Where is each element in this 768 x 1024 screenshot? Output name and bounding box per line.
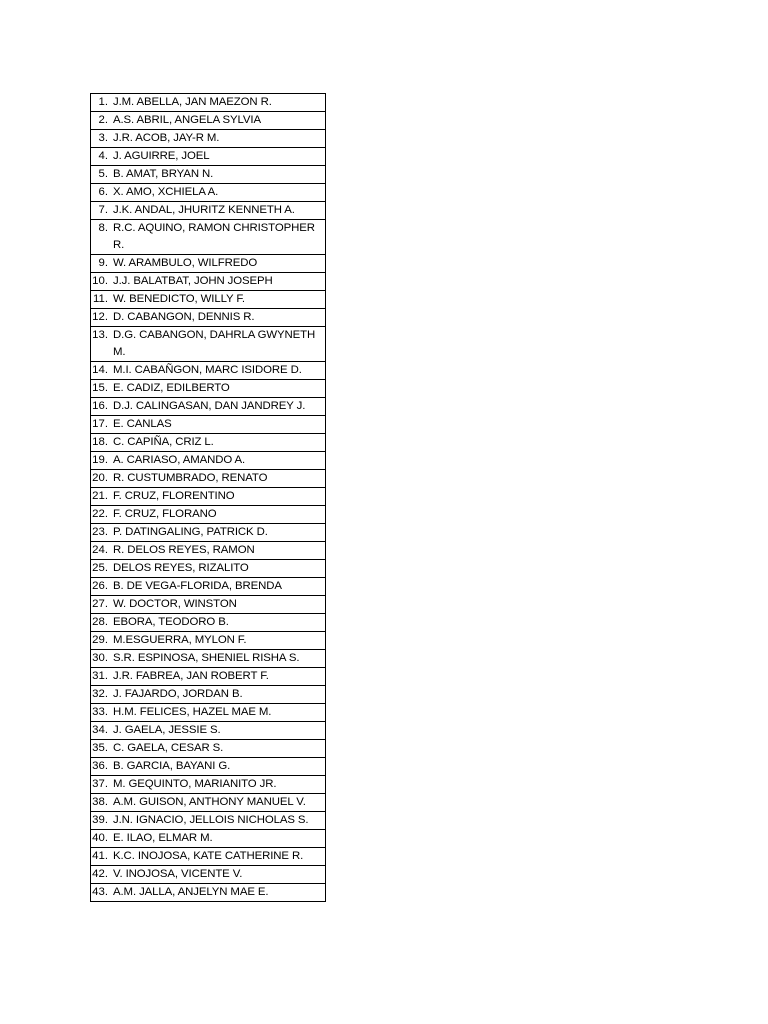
member-name: B. GARCIA, BAYANI G. (113, 760, 231, 772)
member-name: W. BENEDICTO, WILLY F. (113, 293, 245, 305)
row-number: 34. (92, 724, 108, 736)
table-row (91, 848, 326, 866)
member-name: V. INOJOSA, VICENTE V. (113, 868, 243, 880)
roster-cell (91, 470, 326, 488)
member-name: D.G. CABANGON, DAHRLA GWYNETH M. (113, 329, 316, 358)
table-row (91, 686, 326, 704)
roster-cell (91, 542, 326, 560)
row-number: 8. (98, 222, 108, 234)
member-name: J. GAELA, JESSIE S. (113, 724, 221, 736)
table-row (91, 398, 326, 416)
row-number: 37. (92, 778, 108, 790)
table-row (91, 524, 326, 542)
roster-cell (91, 130, 326, 148)
member-name: J. AGUIRRE, JOEL (113, 150, 210, 162)
roster-cell (91, 148, 326, 166)
roster-cell (91, 362, 326, 380)
table-row (91, 273, 326, 291)
table-row (91, 884, 326, 902)
table-row (91, 830, 326, 848)
table-row (91, 416, 326, 434)
row-number: 42. (92, 868, 108, 880)
member-name: P. DATINGALING, PATRICK D. (113, 526, 268, 538)
member-name: J.N. IGNACIO, JELLOIS NICHOLAS S. (113, 814, 309, 826)
row-number: 18. (92, 436, 108, 448)
member-name: J.J. BALATBAT, JOHN JOSEPH (113, 275, 273, 287)
roster-cell (91, 794, 326, 812)
roster-cell (91, 830, 326, 848)
member-name: M. GEQUINTO, MARIANITO JR. (113, 778, 277, 790)
table-row (91, 166, 326, 184)
member-name: A.S. ABRIL, ANGELA SYLVIA (113, 114, 261, 126)
row-number: 17. (92, 418, 108, 430)
member-name: E. CADIZ, EDILBERTO (113, 382, 230, 394)
row-number: 11. (93, 293, 108, 305)
member-name: E. CANLAS (113, 418, 172, 430)
roster-cell (91, 596, 326, 614)
roster-cell (91, 668, 326, 686)
roster-cell (91, 434, 326, 452)
roster-cell (91, 884, 326, 902)
member-name: EBORA, TEODORO B. (113, 616, 229, 628)
member-name: A.M. JALLA, ANJELYN MAE E. (113, 886, 269, 898)
member-name: E. ILAO, ELMAR M. (113, 832, 213, 844)
row-number: 30. (92, 652, 108, 664)
roster-cell (91, 327, 326, 362)
roster-cell (91, 488, 326, 506)
table-row (91, 148, 326, 166)
table-row (91, 434, 326, 452)
row-number: 7. (98, 204, 108, 216)
roster-cell (91, 309, 326, 327)
member-name: C. GAELA, CESAR S. (113, 742, 224, 754)
row-number: 4. (98, 150, 108, 162)
row-number: 14. (92, 364, 108, 376)
table-row (91, 130, 326, 148)
member-name: A.M. GUISON, ANTHONY MANUEL V. (113, 796, 306, 808)
table-row (91, 202, 326, 220)
member-name: K.C. INOJOSA, KATE CATHERINE R. (113, 850, 304, 862)
row-number: 2. (98, 114, 108, 126)
row-number: 33. (92, 706, 108, 718)
row-number: 3. (98, 132, 108, 144)
roster-cell (91, 776, 326, 794)
roster-cell (91, 184, 326, 202)
roster-cell (91, 866, 326, 884)
roster-cell (91, 398, 326, 416)
row-number: 16. (92, 400, 108, 412)
member-name: J.R. FABREA, JAN ROBERT F. (113, 670, 269, 682)
table-row (91, 866, 326, 884)
member-name: S.R. ESPINOSA, SHENIEL RISHA S. (113, 652, 300, 664)
row-number: 23. (92, 526, 108, 538)
row-number: 19. (92, 454, 108, 466)
row-number: 35. (92, 742, 108, 754)
roster-cell (91, 614, 326, 632)
table-row (91, 184, 326, 202)
row-number: 27. (92, 598, 108, 610)
row-number: 21. (92, 490, 108, 502)
table-row (91, 704, 326, 722)
table-row (91, 722, 326, 740)
roster-cell (91, 273, 326, 291)
roster-cell (91, 220, 326, 255)
member-name: DELOS REYES, RIZALITO (113, 562, 249, 574)
roster-cell (91, 686, 326, 704)
member-name: W. DOCTOR, WINSTON (113, 598, 237, 610)
table-row (91, 740, 326, 758)
member-name: W. ARAMBULO, WILFREDO (113, 257, 258, 269)
roster-cell (91, 578, 326, 596)
roster-cell (91, 524, 326, 542)
row-number: 32. (92, 688, 108, 700)
member-name: D.J. CALINGASAN, DAN JANDREY J. (113, 400, 306, 412)
member-name: R.C. AQUINO, RAMON CHRISTOPHER R. (113, 222, 315, 251)
member-name: H.M. FELICES, HAZEL MAE M. (113, 706, 272, 718)
table-row (91, 776, 326, 794)
member-name: D. CABANGON, DENNIS R. (113, 311, 255, 323)
row-number: 43. (92, 886, 108, 898)
table-row (91, 452, 326, 470)
roster-body (91, 94, 326, 902)
row-number: 6. (98, 186, 108, 198)
member-name: C. CAPIÑA, CRIZ L. (113, 436, 214, 448)
table-row (91, 632, 326, 650)
member-name: M.ESGUERRA, MYLON F. (113, 634, 247, 646)
row-number: 9. (98, 257, 108, 269)
table-row (91, 758, 326, 776)
member-name: J.R. ACOB, JAY-R M. (113, 132, 220, 144)
table-row (91, 291, 326, 309)
row-number: 38. (92, 796, 108, 808)
roster-cell (91, 94, 326, 112)
row-number: 40. (92, 832, 108, 844)
row-number: 26. (92, 580, 108, 592)
member-name: B. AMAT, BRYAN N. (113, 168, 214, 180)
table-row (91, 380, 326, 398)
roster-cell (91, 291, 326, 309)
member-name: A. CARIASO, AMANDO A. (113, 454, 246, 466)
row-number: 41. (92, 850, 108, 862)
roster-cell (91, 166, 326, 184)
roster-cell (91, 202, 326, 220)
roster-cell (91, 452, 326, 470)
row-number: 5. (98, 168, 108, 180)
table-row (91, 506, 326, 524)
table-row (91, 112, 326, 130)
row-number: 36. (92, 760, 108, 772)
roster-cell (91, 632, 326, 650)
member-name: R. CUSTUMBRADO, RENATO (113, 472, 268, 484)
member-name: R. DELOS REYES, RAMON (113, 544, 255, 556)
roster-cell (91, 722, 326, 740)
member-name: F. CRUZ, FLORANO (113, 508, 217, 520)
table-row (91, 560, 326, 578)
table-row (91, 794, 326, 812)
row-number: 20. (92, 472, 108, 484)
member-name: X. AMO, XCHIELA A. (113, 186, 219, 198)
roster-cell (91, 812, 326, 830)
member-name: B. DE VEGA-FLORIDA, BRENDA (113, 580, 282, 592)
row-number: 12. (92, 311, 108, 323)
row-number: 10. (92, 275, 108, 287)
row-number: 39. (92, 814, 108, 826)
roster-table (90, 93, 326, 902)
member-name: F. CRUZ, FLORENTINO (113, 490, 235, 502)
table-row (91, 327, 326, 362)
table-row (91, 94, 326, 112)
roster-cell (91, 560, 326, 578)
table-row (91, 650, 326, 668)
roster-cell (91, 255, 326, 273)
table-row (91, 542, 326, 560)
table-row (91, 614, 326, 632)
member-name: M.I. CABAÑGON, MARC ISIDORE D. (113, 364, 302, 376)
member-name: J.K. ANDAL, JHURITZ KENNETH A. (113, 204, 295, 216)
row-number: 31. (92, 670, 108, 682)
row-number: 13. (92, 329, 108, 341)
row-number: 25. (92, 562, 108, 574)
roster-cell (91, 704, 326, 722)
row-number: 28. (92, 616, 108, 628)
table-row (91, 309, 326, 327)
table-row (91, 668, 326, 686)
roster-cell (91, 112, 326, 130)
row-number: 1. (98, 96, 108, 108)
table-row (91, 596, 326, 614)
roster-cell (91, 758, 326, 776)
table-row (91, 812, 326, 830)
member-name: J. FAJARDO, JORDAN B. (113, 688, 243, 700)
row-number: 15. (92, 382, 108, 394)
table-row (91, 362, 326, 380)
roster-cell (91, 380, 326, 398)
row-number: 29. (92, 634, 108, 646)
table-row (91, 220, 326, 255)
roster-cell (91, 416, 326, 434)
roster-cell (91, 650, 326, 668)
roster-cell (91, 740, 326, 758)
roster-cell (91, 848, 326, 866)
member-name: J.M. ABELLA, JAN MAEZON R. (113, 96, 272, 108)
table-row (91, 488, 326, 506)
row-number: 24. (92, 544, 108, 556)
table-row (91, 470, 326, 488)
roster-cell (91, 506, 326, 524)
row-number: 22. (92, 508, 108, 520)
table-row (91, 255, 326, 273)
table-row (91, 578, 326, 596)
